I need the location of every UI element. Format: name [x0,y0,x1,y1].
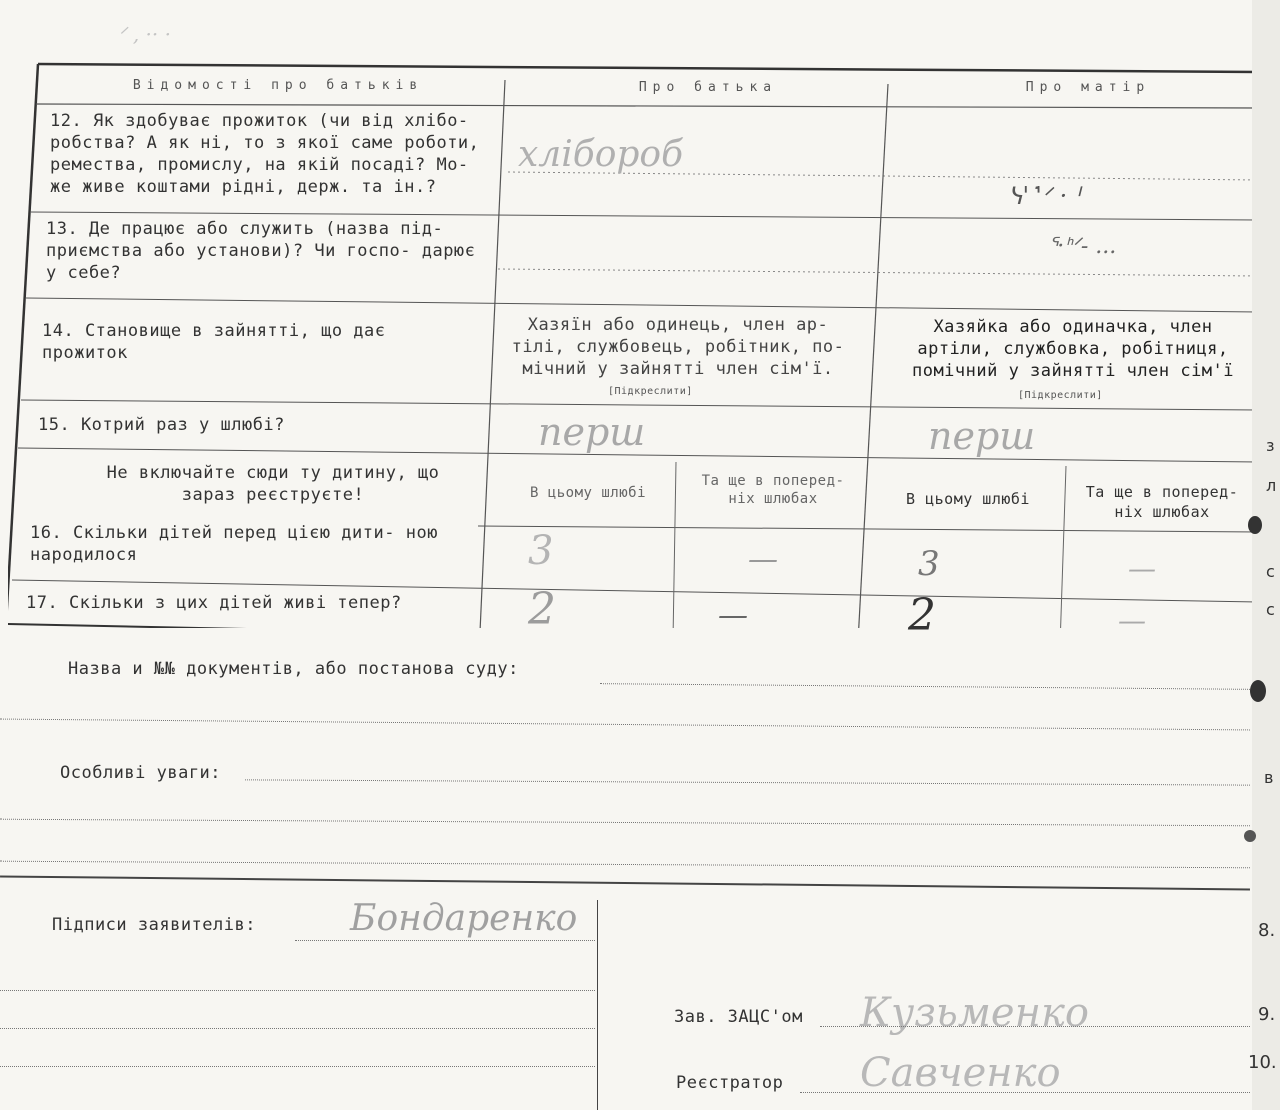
binding-spot [1250,680,1266,702]
signatures-column-divider [597,900,598,1110]
mother-workplace-scrawl: ᕐ·ᑋᐟ- ... [1048,234,1117,259]
head-zags-label: Зав. ЗАЦС'ом [674,1007,803,1027]
registrar-signature-line[interactable] [800,1092,1250,1093]
father-children-alive-prev: — [718,598,748,633]
edge-number-10: 10. [1248,1052,1277,1073]
father-this-marriage-header: В цьому шлюбі [529,485,647,501]
question-15: 15. Котрий раз у шлюбі? [38,415,285,435]
edge-char-s2: с [1266,600,1275,619]
applicant-signature-line-4[interactable] [0,1066,595,1067]
applicant-signature-line-1[interactable] [295,940,595,941]
mother-children-prev: — [1128,552,1156,585]
signatures-divider [0,875,1250,890]
documents-line-1[interactable] [600,683,1250,690]
father-marriage-count: перш [538,410,646,454]
head-zags-signature-line[interactable] [820,1026,1250,1027]
father-livelihood-value: хлібороб [518,134,684,175]
mother-employment-options: Хазяйка або одиначка, член артіли, службовка, робітниця, помічний у зайнятті член сім'ї [911,317,1235,381]
mother-children-alive: 2 [908,590,936,641]
mother-children-alive-prev: — [1118,604,1146,637]
special-notes-label: Особливі уваги: [60,763,222,783]
edge-number-8: 8. [1258,920,1276,941]
header-parents-info: Відомості про батьків [132,78,424,93]
mother-prev-marriages-header: Та ще в поперед- ніх шлюбах [1085,483,1239,521]
next-page-edge [1252,0,1280,1110]
parents-info-table [8,62,1258,641]
question-16: 16. Скільки дітей перед цією дити- ною народилося [30,523,438,565]
applicant-signature-line-3[interactable] [0,1028,595,1029]
mother-marriage-count: перш [928,414,1036,458]
exclude-child-note: Не включайте сюди ту дитину, що зараз реєструєте! [106,463,440,505]
question-17: 17. Скільки з цих дітей живі тепер? [26,593,402,613]
pencil-mark: ᐟ , ·· · [118,22,171,46]
father-prev-marriages-header: Та ще в поперед- ніх шлюбах [701,473,845,507]
special-notes-line-2[interactable] [0,819,1250,827]
binding-spot [1248,516,1262,534]
binding-spot [1244,830,1256,842]
documents-label: Назва и №№ документів, або постанова суду: [68,659,519,679]
documents-line-2[interactable] [0,719,1250,731]
header-mother: Про матір [1025,80,1151,95]
head-zags-signature: Кузьменко [860,990,1089,1036]
question-12: 12. Як здобуває прожиток (чи від хлібо- робства? А як ні, то з якої саме роботи, ремества, промислу, на якій посаді? Мо- же живе коштами рідні, держ. та ін.? [50,111,480,197]
father-children-alive: 2 [528,584,556,635]
question-13: 13. Де працює або служить (назва під- приємства або установи)? Чи госпо- дарює у себе? [46,219,476,283]
father-employment-options: Хазяїн або одинець, член ар- тілі, службовець, робітник, по- мічний у зайнятті член сім'ї. [511,315,845,379]
registrar-signature: Савченко [860,1050,1061,1096]
edge-char-z: з [1266,436,1275,455]
special-notes-line-3[interactable] [0,861,1250,869]
question-14: 14. Становище в зайнятті, що дає прожиток [42,321,386,363]
mother-underline-note: [Підкреслити] [1018,390,1103,401]
special-notes-line-1[interactable] [245,779,1250,785]
registrar-label: Реєстратор [676,1073,784,1093]
edge-char-s1: с [1266,562,1275,581]
father-children-this: 3 [528,528,554,574]
applicants-signatures-label: Підписи заявителів: [52,915,256,935]
mother-occupation-scrawl: ᓭ'ᐝ'ᐟ · ᑊ [1008,182,1080,210]
mother-children-this: 3 [918,544,940,584]
father-underline-note: [Підкреслити] [608,386,693,397]
header-father: Про батька [638,80,778,95]
edge-number-9: 9. [1258,1004,1276,1025]
applicant-signature: Бондаренко [350,898,578,939]
edge-char-l: л [1266,476,1277,495]
mother-this-marriage-header: В цьому шлюбі [906,490,1030,508]
father-children-prev: — [748,542,778,577]
edge-char-v: в [1264,768,1274,787]
applicant-signature-line-2[interactable] [0,990,595,991]
